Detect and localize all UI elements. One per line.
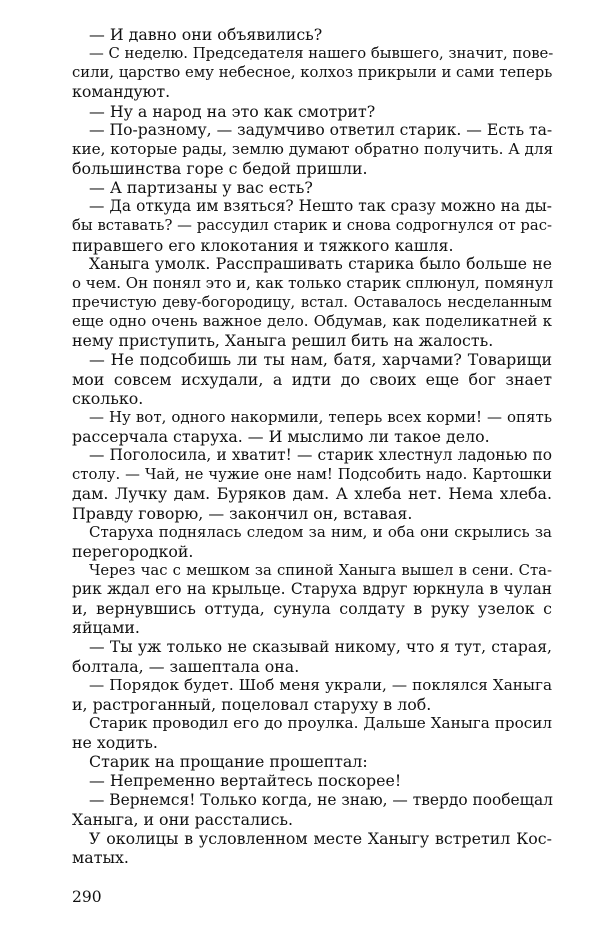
text-line: нему приступить, Ханыга решил бить на жалость.	[72, 331, 494, 351]
text-line: мои совсем исхудали, а идти до своих еще бог знает	[72, 369, 552, 389]
text-line: бы вставать? — рассудил старик и снова содрогнулся от рас-	[72, 217, 552, 235]
text-line: — С неделю. Председателя нашего бывшего, значит, пове-	[89, 45, 554, 63]
text-line: — Вернемся! Только когда, не знаю, — твердо пообещал	[89, 790, 553, 809]
text-line: Ханыга, и они расстались.	[72, 809, 294, 829]
text-line: сколько.	[72, 388, 144, 408]
text-line: Старик на прощание прошептал:	[89, 752, 368, 772]
text-line: еще одно очень важное дело. Обдумав, как поделикатней к	[72, 312, 552, 331]
text-line: У околицы в условленном месте Ханыгу встретил Кос-	[89, 828, 552, 848]
text-line: Правду говорю, — закончил он, вставая.	[72, 503, 413, 523]
text-line: рик ждал его на крыльце. Старуха вдруг юркнула в чулан	[72, 580, 552, 599]
text-line: — По-разному, — задумчиво ответил старик. — Есть та-	[89, 120, 553, 139]
text-line: Через час с мешком за спиной Ханыга вышел в сени. Ста-	[89, 561, 552, 579]
text-line: сили, царство ему небесное, колхоз прикрыли и сами теперь	[72, 64, 553, 82]
text-line: дам. Лучку дам. Буряков дам. А хлеба нет. Нема хлеба.	[72, 484, 552, 504]
text-line: — И давно они объявились?	[89, 25, 323, 44]
text-line: о чем. Он понял это и, как только старик сплюнул, помянул	[72, 273, 554, 292]
text-line: Старик проводил его до проулка. Дальше Ханыга просил	[89, 714, 552, 733]
text-line: рассерчала старуха. — И мыслимо ли такое дело.	[72, 426, 490, 446]
text-line: — А партизаны у вас есть?	[89, 178, 313, 198]
text-line: — Ну а народ на это как смотрит?	[89, 101, 376, 121]
text-line: не ходить.	[72, 733, 158, 753]
text-line: матых.	[72, 848, 129, 868]
body-text	[72, 25, 552, 867]
text-line: Ханыга умолк. Расспрашивать старика было больше не	[89, 254, 552, 273]
text-line: — Поголосила, и хватит! — старик хлестнул ладонью по	[89, 446, 552, 465]
text-line: пречистую деву-богородицу, встал. Оставалось несделанным	[72, 293, 552, 311]
text-line: и, растроганный, поцеловал старуху в лоб.	[72, 694, 432, 714]
text-line: — Да откуда им взяться? Нешто так сразу можно на ды-	[89, 197, 552, 216]
text-line: командуют.	[72, 82, 171, 102]
text-line: — Порядок будет. Шоб меня украли, — поклялся Ханыга	[89, 675, 552, 694]
text-line: болтала, — зашептала она.	[72, 656, 300, 676]
text-line: — Ну вот, одного накормили, теперь всех корми! — опять	[89, 407, 552, 426]
text-line: — Не подсобишь ли ты нам, батя, харчами? Товарищи	[89, 350, 552, 370]
text-line: — Ты уж только не сказывай никому, что я тут, старая,	[89, 637, 552, 656]
text-line: яйцами.	[72, 618, 140, 638]
page-number: 290	[72, 888, 102, 906]
text-line: и, вернувшись оттуда, сунула солдату в руку узелок с	[72, 599, 552, 619]
text-line: большинства горе с бедой пришли.	[72, 158, 368, 178]
text-line: Старуха поднялась следом за ним, и оба они скрылись за	[89, 522, 552, 541]
text-line: кие, которые рады, землю думают обратно получить. А для	[72, 139, 554, 158]
text-line: перегородкой.	[72, 541, 194, 561]
text-line: пиравшего его клокотания и тяжкого кашля.	[72, 235, 454, 255]
text-line: — Непременно вертайтесь поскорее!	[89, 771, 402, 791]
text-line: столу. — Чай, не чужие оне нам! Подсобить надо. Картошки	[72, 466, 552, 484]
